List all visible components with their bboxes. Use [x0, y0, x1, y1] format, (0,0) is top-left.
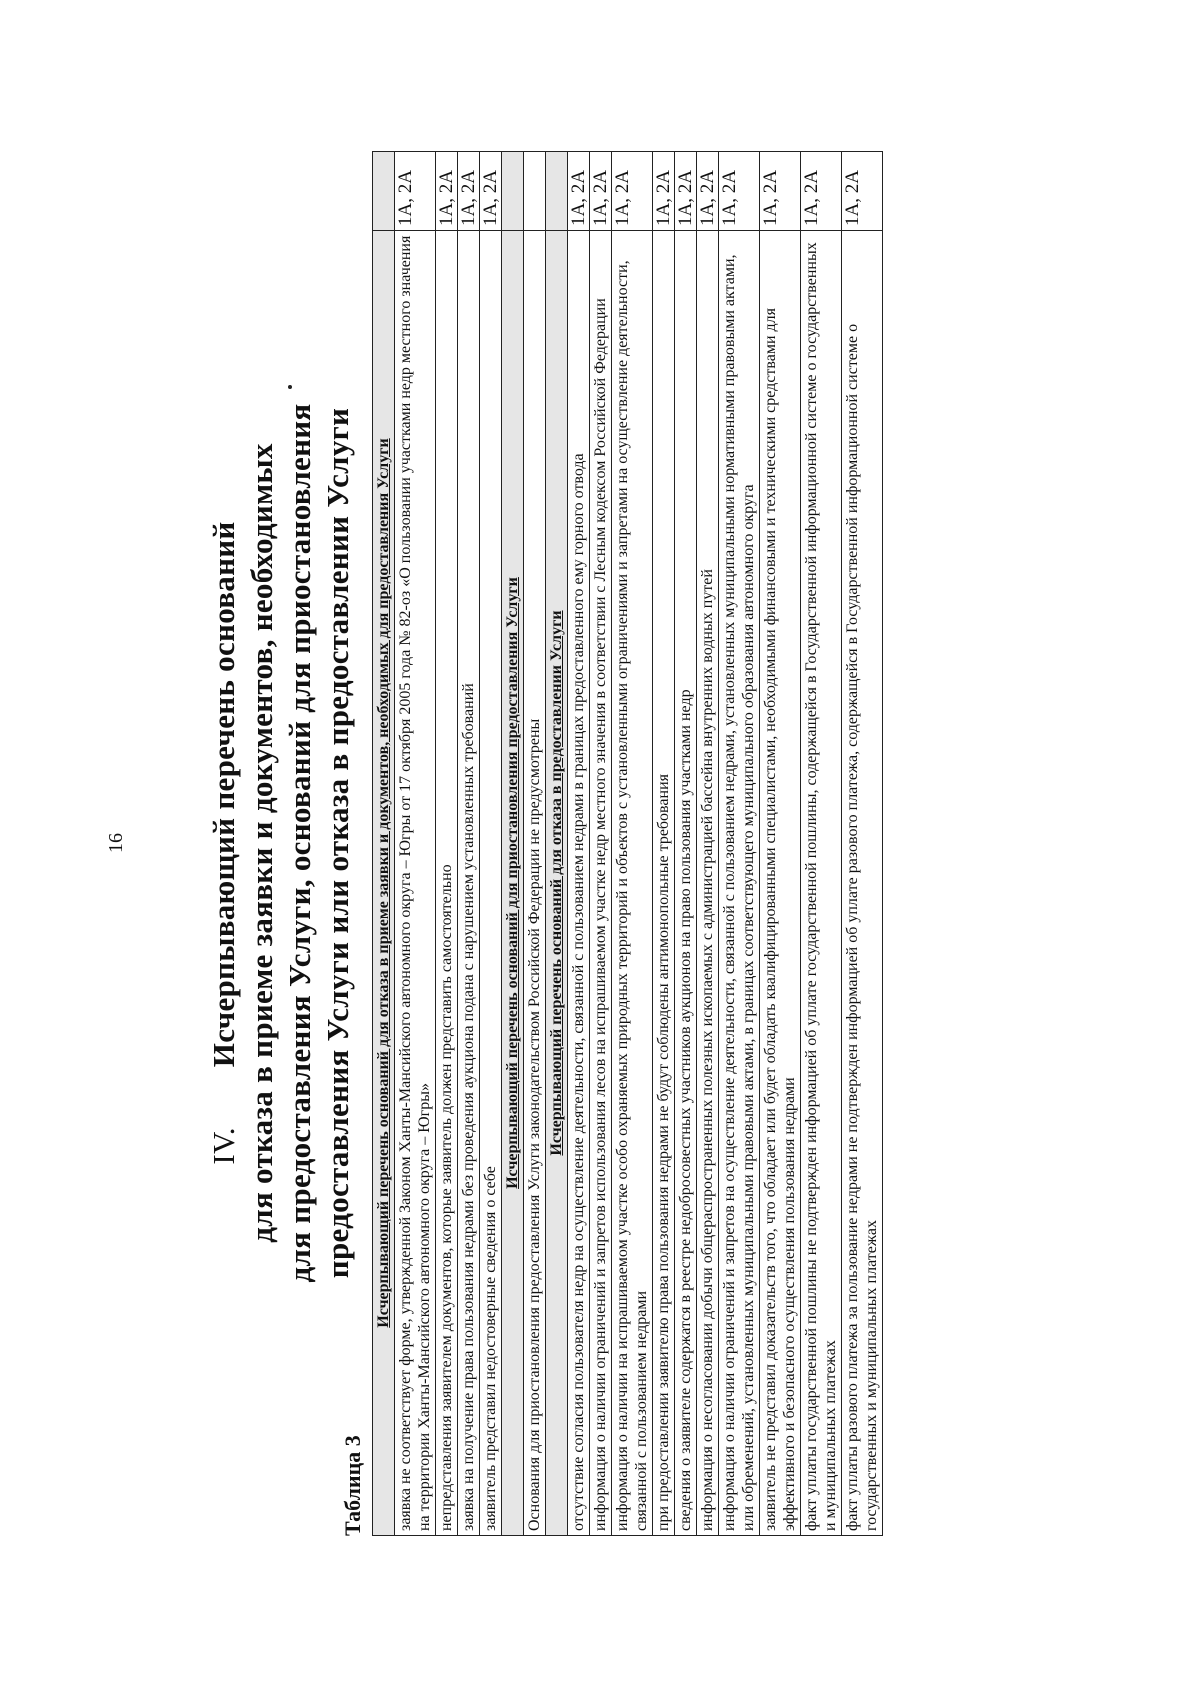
table-section-row	[502, 152, 524, 1536]
table-row	[760, 152, 801, 1536]
applicability-code-cell: 1А, 2А	[568, 152, 590, 231]
applicability-code-cell: 1А, 2А	[612, 152, 653, 231]
ground-text-cell: информация о наличии на испрашиваемом участке особо охраняемых природных территорий и объектов с установленными ограничениями и запретами на осуществление деятельности, связанной с пользованием недрами	[612, 231, 653, 1536]
table-caption: Таблица 3	[340, 1435, 365, 1536]
section-title-cell: Исчерпывающий перечень оснований для приостановления предоставления Услуги	[502, 231, 524, 1536]
table-row	[568, 152, 590, 1536]
applicability-code-cell	[524, 152, 546, 231]
table-section-row	[546, 152, 568, 1536]
table-row	[524, 152, 546, 1536]
heading-line-4: предоставления Услуги или отказа в предоставлении Услуги	[320, 407, 355, 1279]
page-number: 16	[105, 833, 127, 853]
table-row	[842, 152, 883, 1536]
applicability-code-cell: 1А, 2А	[719, 152, 760, 231]
applicability-code-cell: 1А, 2А	[436, 152, 458, 231]
ground-text-cell: факт уплаты государственной пошлины не подтвержден информацией об уплате государственной пошлины, содержащейся в Государственной информационной системе о государственных и муниципальных платежах	[801, 231, 842, 1536]
table-section-row	[373, 152, 395, 1536]
table-row	[801, 152, 842, 1536]
applicability-code-cell: 1А, 2А	[801, 152, 842, 231]
table-row	[480, 152, 502, 1536]
applicability-code-cell: 1А, 2А	[395, 152, 436, 231]
ground-text-cell: заявка на получение права пользования недрами без проведения аукциона подана с нарушением установленных требований	[458, 231, 480, 1536]
table-row	[458, 152, 480, 1536]
applicability-code-cell: 1А, 2А	[458, 152, 480, 231]
heading-line-1-text: Исчерпывающий перечень оснований	[206, 521, 241, 1068]
applicability-code-cell: 1А, 2А	[842, 152, 883, 231]
table-row	[675, 152, 697, 1536]
section-number: IV.	[206, 1127, 241, 1165]
applicability-code-cell	[502, 152, 524, 231]
heading-line-1	[205, 300, 243, 1386]
ground-text-cell: отсутствие согласия пользователя недр на осуществление деятельности, связанной с пользованием недрами в границах предоставленного ему горного отвода	[568, 231, 590, 1536]
ground-text-cell: заявитель представил недостоверные сведения о себе	[480, 231, 502, 1536]
table-row	[697, 152, 719, 1536]
ground-text-cell: заявка не соответствует форме, утвержденной Законом Ханты-Мансийского автономного округа – Югры от 17 октября 2005 года № 82-оз «О пользовании участками недр местного значения на территории Ханты-Мансийского автономного округа – Югры»	[395, 231, 436, 1536]
applicability-code-cell: 1А, 2А	[480, 152, 502, 231]
heading-line-3: для предоставления Услуги, оснований для приостановления	[282, 403, 317, 1283]
heading-line-2: для отказа в приеме заявки и документов, необходимых	[244, 443, 279, 1243]
applicability-code-cell: 1А, 2А	[675, 152, 697, 231]
ground-text-cell: непредставления заявителем документов, которые заявитель должен представить самостоятельно	[436, 231, 458, 1536]
ground-text-cell: при предоставлении заявителю права пользования недрами не будут соблюдены антимонопольные требования	[653, 231, 675, 1536]
ground-text-cell: информация о наличии ограничений и запретов на осуществление деятельности, связанной с пользованием недрами, установленных муниципальными нормативными правовыми актами, или обременений, установленных муниципальными правовыми актами, в границах соответствующего муниципального образования автономного округа	[719, 231, 760, 1536]
ground-text-cell: Основания для приостановления предоставления Услуги законодательством Российской Федерации не предусмотрены	[524, 231, 546, 1536]
ground-text-cell: сведения о заявителе содержатся в реестре недобросовестных участников аукционов на право пользования участками недр	[675, 231, 697, 1536]
applicability-code-cell	[546, 152, 568, 231]
table-row	[612, 152, 653, 1536]
table-row	[436, 152, 458, 1536]
applicability-code-cell: 1А, 2А	[590, 152, 612, 231]
ground-text-cell: информация о наличии ограничений и запретов использования лесов на испрашиваемом участке недр местного значения в соответствии с Лесным кодексом Российской Федерации	[590, 231, 612, 1536]
section-heading	[205, 300, 357, 1386]
ground-text-cell: информация о несогласовании добычи общераспространенных полезных ископаемых с администрацией бассейна внутренних водных путей	[697, 231, 719, 1536]
grounds-table	[372, 151, 883, 1536]
table-row	[653, 152, 675, 1536]
table-row	[590, 152, 612, 1536]
section-title-cell: Исчерпывающий перечень оснований для отказа в предоставлении Услуги	[546, 231, 568, 1536]
section-title-cell: Исчерпывающий перечень оснований для отказа в приеме заявки и документов, необходимых для предоставления Услуги	[373, 231, 395, 1536]
applicability-code-cell: 1А, 2А	[653, 152, 675, 231]
applicability-code-cell	[373, 152, 395, 231]
table-row	[719, 152, 760, 1536]
ground-text-cell: заявитель не представил доказательств того, что обладает или будет обладать квалифицированными специалистами, необходимыми финансовыми и техническими средствами для эффективного и безопасного осуществления пользования недрами	[760, 231, 801, 1536]
scan-speck	[288, 385, 292, 389]
table-row	[395, 152, 436, 1536]
applicability-code-cell: 1А, 2А	[760, 152, 801, 231]
ground-text-cell: факт уплаты разового платежа за пользование недрами не подтвержден информацией об уплате разового платежа, содержащейся в Государственной информационной системе о государственных и муниципальных платежах	[842, 231, 883, 1536]
applicability-code-cell: 1А, 2А	[697, 152, 719, 231]
